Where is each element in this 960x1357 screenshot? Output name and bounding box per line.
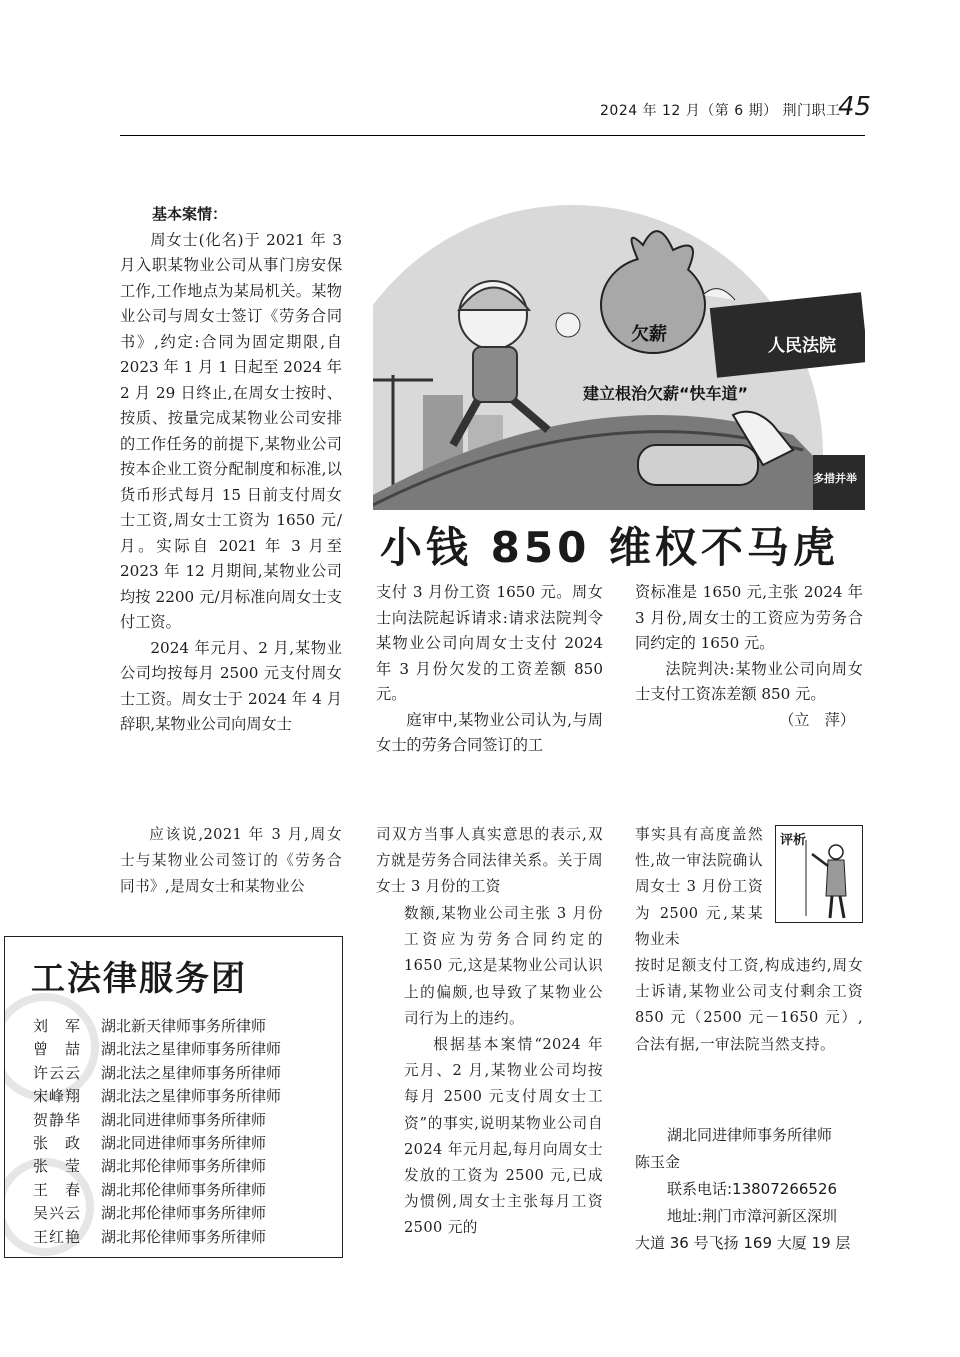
analysis-col-2b (404, 901, 603, 1242)
author-address-1: 地址:荆门市漳河新区深圳 (667, 1207, 838, 1225)
legal-team-box (4, 936, 343, 1258)
legal-team-list (33, 1015, 281, 1249)
analysis-col-3a (635, 822, 763, 953)
paragraph: 庭审中,某物业公司认为,与周女士的劳务合同签订的工 (376, 710, 603, 754)
wage-label: 欠薪 (631, 324, 667, 345)
paragraph: 法院判决:某物业公司向周女士支付工资冻差额 850 元。 (635, 659, 863, 703)
cartoon-illustration (373, 205, 865, 510)
author-name: 陈玉金 (635, 1153, 681, 1171)
analysis-col-1 (120, 822, 342, 901)
author-address-2: 大道 36 号飞扬 169 大厦 19 层 (635, 1234, 851, 1252)
header-rule (120, 135, 865, 136)
paragraph: 资标准是 1650 元,主张 2024 年 3 月份,周女士的工资应为劳务合同约定的 1650 元。 (635, 583, 863, 652)
list-item: 吴兴云 湖北邦伦律师事务所律师 (33, 1204, 267, 1223)
list-item: 许云云 湖北法之星律师事务所律师 (33, 1063, 282, 1082)
cartoon-graphic (373, 205, 865, 510)
paragraph: 根据基本案情“2024 年元月、2 月,某物业公司均按每月 2500 元支付周女士工资”的事实,说明某物业公司自 2024 年元月起,每月向周女士发放的工资为 2500 元,已成为惯例,周女士主张每月工资 2500 元的 (404, 1036, 603, 1237)
author-block (635, 1122, 865, 1257)
commentator-icon (802, 836, 860, 920)
list-item: 张 政 湖北同进律师事务所律师 (33, 1133, 267, 1152)
author-firm: 湖北同进律师事务所律师 (667, 1126, 833, 1144)
cartoon-tag: 多措并举 (813, 472, 857, 485)
court-label: 人民法院 (768, 336, 836, 356)
article-col-1 (120, 202, 342, 738)
analysis-col-2a (376, 822, 603, 901)
commentary-label: 评析 (780, 833, 807, 848)
cartoon-caption: 建立根治欠薪“快车道” (583, 384, 749, 403)
list-item: 曾 喆 湖北法之星律师事务所律师 (33, 1040, 282, 1059)
list-item: 宋峰翔 湖北法之星律师事务所律师 (33, 1087, 282, 1106)
legal-team-title: 工法律服务团 (31, 959, 247, 999)
paragraph: 应该说,2021 年 3 月,周女士与某物业公司签订的《劳务合同书》,是周女士和某物业公 (120, 826, 342, 896)
analysis-col-3b (635, 953, 863, 1058)
section-heading: 基本案情： (152, 205, 228, 223)
author-phone: 联系电话:13807266526 (667, 1180, 838, 1198)
paragraph: 事实具有高度盖然性,故一审法院确认周女士 3 月份工资为 2500 元,某某物业未 (635, 826, 763, 948)
article-col-3 (635, 580, 863, 733)
list-item: 贺静华 湖北同进律师事务所律师 (33, 1110, 267, 1129)
page-number: 45 (838, 92, 872, 122)
list-item: 刘 军 湖北新天律师事务所律师 (33, 1017, 267, 1035)
paragraph: 数额,某物业公司主张 3 月份工资应为劳务合同约定的 1650 元,这是某物业公司认识上的偏颇,也导致了某物业公司行为上的违约。 (404, 905, 603, 1027)
paragraph: 支付 3 月份工资 1650 元。周女士向法院起诉请求:请求法院判令某物业公司向周女士支付 2024 年 3 月份欠发的工资差额 850 元。 (376, 583, 603, 703)
commentary-badge (775, 825, 863, 923)
list-item: 王 春 湖北邦伦律师事务所律师 (33, 1180, 267, 1199)
list-item: 张 莹 湖北邦伦律师事务所律师 (33, 1157, 267, 1176)
paragraph: 周女士(化名)于 2021 年 3 月入职某物业公司从事门房安保工作,工作地点为某局机关。某物业公司与周女士签订《劳务合同书》,约定:合同为固定期限,自 2023 年 1 月 1 日起至 2024 年 2 月 29 日终止,在周女士按时、按质、按量完成某物业公司安排的工作任务的前提下,某物业公司按本企业工资分配制度和标准,以货币形式每月 15 日前支付周女士工资,周女士工资为 1650 元/月。实际自 2021 年 3 月至 2023 年 12 月期间,某物业公司均按 2200 元/月标准向周女士支付工资。 (120, 230, 342, 631)
paragraph: 按时足额支付工资,构成违约,周女士诉请,某物业公司支付剩余工资 850 元（2500 元－1650 元）,合法有据,一审法院当然支持。 (635, 957, 863, 1053)
byline: （立 萍） (779, 710, 855, 729)
paragraph: 2024 年元月、2 月,某物业公司均按每月 2500 元支付周女士工资。周女士于 2024 年 4 月辞职,某物业公司向周女士 (120, 638, 342, 733)
article-title: 小钱 850 维权不马虎 (380, 523, 839, 572)
article-col-2 (376, 580, 603, 759)
issue-header: 2024 年 12 月（第 6 期） 荆门职工 (600, 103, 841, 119)
paragraph: 司双方当事人真实意思的表示,双方就是劳务合同法律关系。关于周女士 3 月份的工资 (376, 826, 603, 896)
list-item: 王红艳 湖北邦伦律师事务所律师 (33, 1227, 267, 1246)
